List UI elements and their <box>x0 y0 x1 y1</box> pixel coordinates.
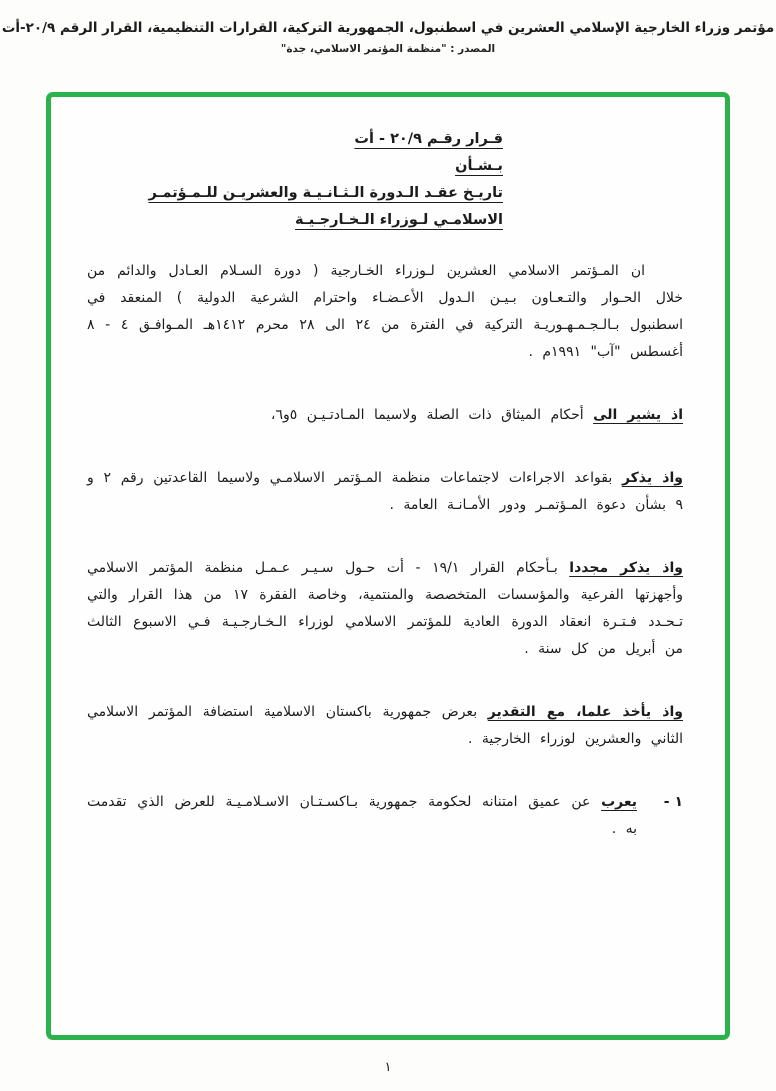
paragraph-text: بعرض جمهورية باكستان الاسلامية استضافة المؤتمر الاسلامي الثاني والعشرين لوزراء الخارجية . <box>87 704 683 747</box>
document-header <box>0 0 776 55</box>
paragraph-recalling-resolution <box>87 555 683 663</box>
resolution-highlight-frame <box>46 92 730 1040</box>
paragraph-lead: واذ يأخذ علما، مع التقدير <box>487 704 683 720</box>
numbered-item-1 <box>87 789 683 843</box>
item-number: ١ - <box>663 794 683 810</box>
paragraph-lead: واذ يذكر مجددا <box>569 560 683 576</box>
header-source-line: المصدر : "منظمة المؤتمر الاسلامي، جدة" <box>280 43 496 55</box>
item-body: عن عميق امتنانه لحكومة جمهورية بـاكسـتـان الاسـلامـيـة للعرض الذي تقدمت به . <box>87 794 637 837</box>
title-line-regarding: بـشـأن <box>455 158 503 174</box>
paragraph-lead: اذ يشير الى <box>593 407 683 423</box>
paragraph-lead: واذ يذكر <box>621 470 683 486</box>
title-line-conference-name: الاسلامـي لـوزراء الـخـارجـيـة <box>295 212 503 228</box>
header-title: مؤتمر وزراء الخارجية الإسلامي العشرين في اسطنبول، الجمهورية التركية، القرارات التنظيمية، القرار الرقم ٢٠/٩-أت <box>1 20 775 36</box>
page-number: ١ <box>384 1060 392 1075</box>
paragraph-text: بقواعد الاجراءات لاجتماعات منظمة المـؤتمر الاسلامـي ولاسيما القاعدتين رقم ٢ و ٩ بشأن دعوة المـؤتمـر ودور الأمـانـة العامة . <box>87 470 683 513</box>
paragraph-text: ان المـؤتمر الاسلامي العشرين لـوزراء الخـارجية ( دورة السـلام العـادل والدائم من خلال الحـوار والتـعـاون بـيـن الـدول الأعـضـاء واحترام الشرعية الدولية ) المنعقد في اسطنبول بـالـجـمـهـوريـة التركية في الفترة من ٢٤ الى ٢٨ محرم ١٤١٢هـ المـوافـق ٤ - ٨ أغسطس "آب" ١٩٩١م . <box>87 263 683 360</box>
paragraph-recalling-charter <box>87 402 683 429</box>
paragraph-preamble <box>87 258 683 366</box>
item-text <box>87 789 637 843</box>
paragraph-text: أحكام الميثاق ذات الصلة ولاسيما المـادتـيـن ٥و٦، <box>270 407 594 423</box>
paragraph-text: بـأحكام القرار ١٩/١ - أت حـول سـيـر عـمـل منظمة المؤتمر الاسلامي وأجهزتها الفرعية والمؤسسات المتخصصة والمنتمية، وخاصة الفقرة ١٧ من هذا القرار والتي تـحـدد فـتـرة انعقاد الدورة العادية للمؤتمر الاسلامي لوزراء الـخـارجـيـة فـي الاسبوع الثالث من أبريل من كل سنة . <box>87 560 683 657</box>
title-line-session-date: تاريـخ عقـد الـدورة الـثـانـيـة والعشريـن للـمـؤتمـر <box>148 185 503 201</box>
title-line-resolution-number: قـرار رقـم ٢٠/٩ - أت <box>354 131 503 147</box>
item-lead: يعرب <box>601 794 637 810</box>
paragraph-rules-of-procedure <box>87 465 683 519</box>
resolution-title-block <box>87 131 503 228</box>
paragraph-noting-offer <box>87 699 683 753</box>
